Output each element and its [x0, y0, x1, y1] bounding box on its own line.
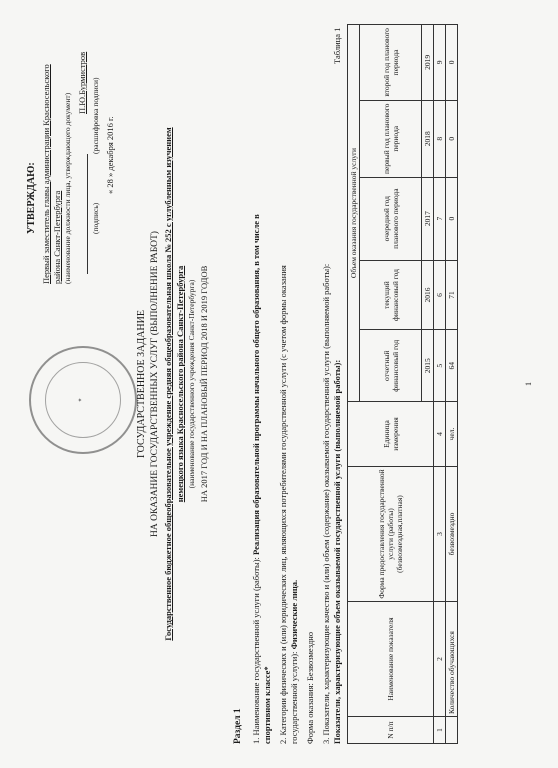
section-title: Раздел 1: [233, 708, 243, 744]
period-line: НА 2017 ГОД И НА ПЛАНОВЫЙ ПЕРИОД 2018 И 2019 ГОДОВ: [199, 265, 209, 503]
table-row: [446, 25, 458, 744]
item1-prefix: 1. Наименование государственной услуги (работы):: [251, 554, 261, 744]
row-value: 0: [446, 177, 458, 260]
column-number: 4: [434, 402, 446, 467]
column-number: 5: [434, 330, 446, 402]
header-reporting: отчетный финансовый год: [360, 330, 422, 402]
approval-date: « 28 » декабря 2016 г.: [105, 116, 115, 194]
seal-graphic: ✦: [78, 397, 84, 403]
header-form: Форма предоставления государственной услуги (работы) (безвозмездная,платная): [348, 467, 434, 602]
item1-continuation: спортивном классе*: [262, 666, 272, 744]
approval-position-line2: района Санкт-Петербурга: [52, 190, 62, 284]
row-form: безвозмездно: [446, 467, 458, 602]
column-number: 2: [434, 602, 446, 717]
volume-table: [347, 24, 458, 744]
item3-bold: Показатели, характеризующие объем оказываемой государственной услуги (выполняемой работы):: [332, 359, 342, 744]
header-second-plan: второй год планового периода: [360, 25, 422, 101]
year-cell: 2019: [422, 25, 434, 101]
header-current: текущий финансовый год: [360, 260, 422, 330]
column-number: 9: [434, 25, 446, 101]
column-number: 6: [434, 260, 446, 330]
row-value: 64: [446, 330, 458, 402]
item2-line2: [289, 580, 299, 744]
header-next: очередной год планового периода: [360, 177, 422, 260]
row-num: [446, 717, 458, 744]
header-indicator: Наименование показателя: [348, 602, 434, 717]
item2-consumers: Физические лица.: [289, 579, 299, 650]
row-unit: чел.: [446, 402, 458, 467]
column-number: 7: [434, 177, 446, 260]
item2-prefix: государственной услуги):: [289, 649, 299, 744]
signature-line: [87, 154, 88, 274]
header-unit: Единица измерения: [348, 402, 434, 467]
item1-service: Реализация образовательной программы начального общего образования, в том числе в: [251, 214, 261, 555]
approval-position-line1: Первый заместитель главы администрации Красносельского: [41, 64, 51, 284]
form-line: Форма оказания: Безвозмездно: [305, 631, 315, 744]
official-seal: [29, 346, 137, 454]
approval-name: П.Ю.Бурмистров: [77, 51, 87, 114]
row-indicator: Количество обучающихся: [446, 602, 458, 717]
row-value: 0: [446, 100, 458, 177]
document-title: ГОСУДАРСТВЕННОЕ ЗАДАНИЕ: [136, 310, 147, 458]
approval-title: УТВЕРЖДАЮ:: [26, 162, 37, 234]
column-number: 3: [434, 467, 446, 602]
institution-line1: Государственное бюджетное общеобразовательное учреждение средняя общеобразовательная школа № 252 с углубленным изучением: [163, 127, 173, 641]
item3-line: 3. Показатели, характеризующие качество и (или) объем (содержание) оказываемой государственной услуги (выполняемой работы):: [321, 263, 331, 744]
item1-line: [251, 214, 261, 744]
year-cell: 2016: [422, 260, 434, 330]
row-value: 0: [446, 25, 458, 101]
document-subtitle: НА ОКАЗАНИЕ ГОСУДАРСТВЕННЫХ УСЛУГ (ВЫПОЛНЕНИЕ РАБОТ): [150, 231, 160, 537]
column-number: 8: [434, 100, 446, 177]
header-volume-group: Объем оказания государственной услуги: [348, 25, 360, 402]
column-number: 1: [434, 717, 446, 744]
rotated-document: [19, 14, 539, 754]
approval-position-caption: (наименование должности лица, утверждающего документ): [63, 92, 72, 284]
signature-caption: (подпись): [91, 202, 100, 234]
header-first-plan: первый год планового периода: [360, 100, 422, 177]
year-cell: 2015: [422, 330, 434, 402]
year-cell: 2018: [422, 100, 434, 177]
page-number: 1: [524, 382, 533, 386]
institution-line2: немецкого языка Красносельского района Санкт-Петербурга: [175, 265, 185, 503]
institution-caption: (наименование государственного учреждения Санкт-Петербурга): [187, 279, 196, 489]
year-cell: 2017: [422, 177, 434, 260]
row-value: 71: [446, 260, 458, 330]
header-num: N п/п: [348, 717, 434, 744]
item2-line1: 2. Категории физических и (или) юридических лиц, являющихся потребителями государственной услуги (с учетом формы оказания: [278, 265, 288, 744]
name-caption: (расшифровка подписи): [91, 77, 100, 154]
table-label: Таблица 1: [332, 27, 342, 64]
